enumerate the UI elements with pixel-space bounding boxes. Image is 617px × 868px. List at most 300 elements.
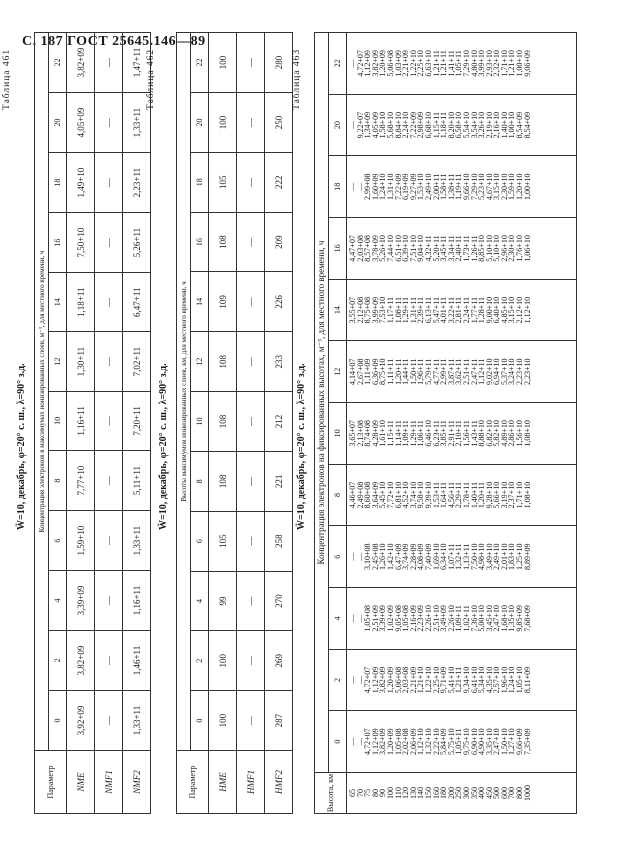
t461-hour-header: 16 (49, 213, 67, 273)
t463-value: 9,06+09 (522, 50, 532, 77)
t463-value: 1,58+11 (439, 173, 449, 200)
t463-value: 1,29+11 (408, 420, 418, 447)
t463-column-cell (347, 649, 577, 711)
t463-value: 7,68+09 (522, 605, 532, 632)
t463-value: 1,22+10 (423, 666, 433, 694)
t463-value: 1,71+10 (499, 50, 509, 77)
t461-hour-header: 10 (49, 391, 67, 450)
t463-value: 9,04+10 (416, 235, 426, 262)
t463-value: 1,53+11 (431, 481, 441, 509)
t463-value: 4,52+10 (401, 481, 411, 509)
table-461 (34, 32, 151, 814)
t462-value-cell: 108 (209, 332, 237, 392)
t463-height-value: 160 (431, 787, 441, 799)
table-463-subcaption: Концентрация электронов на фиксированных высотах, м⁻³, для местного времени, ч (315, 33, 329, 773)
t462-value-cell: 280 (265, 33, 293, 93)
t463-value: 3,99+10 (477, 50, 487, 77)
t462-hour-header: 14 (191, 272, 209, 332)
t462-value-cell: 270 (265, 571, 293, 631)
t461-value-cell: 1,18+11 (67, 273, 95, 332)
t463-value: 2,86+10 (507, 420, 517, 447)
t463-value: 8,54+09 (522, 111, 532, 139)
t463-value: 2,98+09 (416, 111, 426, 139)
table-462-caption: W̄=10, декабрь, φ=20° с. ш., λ=90° з.д. (158, 363, 169, 530)
t463-value: 1,09+11 (401, 420, 411, 447)
t462-value-cell: — (237, 93, 265, 153)
t463-value: 9,00+10 (484, 296, 494, 324)
t463-value: 1,73+11 (461, 235, 471, 262)
t463-heights-cell (347, 773, 577, 814)
t463-hour-header: 14 (329, 279, 347, 341)
table-461-corner: Параметр (35, 751, 67, 814)
t463-value: 9,02+10 (484, 358, 494, 385)
t463-hour-header: 20 (329, 94, 347, 156)
t461-value-cell: — (95, 332, 123, 391)
t463-height-value: 800 (515, 787, 525, 799)
t463-value: — (348, 182, 357, 191)
t461-param-cell: NMF2 (123, 751, 151, 814)
t463-value: 1,76+10 (515, 235, 525, 262)
t463-column-cell (347, 403, 577, 465)
t463-value: 1,00+10 (522, 173, 532, 201)
t462-value-cell: — (237, 212, 265, 272)
t463-value: 5,79+11 (423, 358, 433, 385)
t463-value: 2,39+11 (416, 296, 426, 324)
t463-value: 1,08+10 (522, 481, 532, 509)
t463-value: 2,30+10 (507, 235, 517, 262)
t462-hour-header: 22 (191, 33, 209, 93)
t462-value-cell: — (237, 332, 265, 392)
t461-value-cell: — (95, 511, 123, 571)
t463-value: 7,51+10 (408, 235, 418, 262)
t462-value-cell: 100 (209, 631, 237, 691)
t463-value: 1,32+10 (423, 728, 433, 755)
t463-value: 1,12+09 (370, 666, 380, 694)
t463-height-value: 200 (446, 787, 456, 799)
t463-value: 6,13+11 (423, 296, 433, 324)
t463-value: 2,01+10 (499, 543, 509, 570)
t463-value: 1,20+11 (393, 358, 403, 385)
t463-value: 1,03+09 (393, 50, 403, 77)
table-461-number: Таблица 461 (2, 48, 12, 110)
t463-value: 9,28+10 (484, 481, 494, 509)
t463-value: 6,47+09 (393, 543, 403, 570)
t461-hour-header: 18 (49, 153, 67, 213)
t463-value: 3,64+09 (370, 481, 380, 509)
t462-value-cell: 99 (209, 571, 237, 631)
t463-value: 1,06+10 (522, 235, 532, 262)
t463-value: 8,57+08 (363, 235, 373, 262)
t462-param-cell: HMF2 (265, 751, 293, 814)
t463-height-value: 250 (454, 787, 464, 799)
t463-value: 4,80+10 (469, 50, 479, 77)
t463-value: 1,26+11 (469, 235, 479, 262)
t463-value: 7,72+10 (385, 481, 395, 509)
t461-hour-header: 0 (49, 691, 67, 751)
t462-row (265, 33, 293, 814)
t462-value-cell: — (237, 571, 265, 631)
t463-height-value: 300 (461, 787, 471, 799)
t463-column-cell (347, 711, 577, 773)
t462-hour-header: 10 (191, 392, 209, 452)
t463-hour-header: 10 (329, 403, 347, 465)
t462-value-cell: 269 (265, 631, 293, 691)
t463-value: 1,20+09 (385, 666, 395, 694)
t463-value: 6,23+11 (431, 420, 441, 447)
t463-value: 1,05+11 (454, 50, 464, 77)
t463-value: 1,40+11 (469, 481, 479, 509)
t463-value: 8,89+09 (522, 543, 532, 570)
t463-value: 2,67+08 (355, 358, 365, 385)
t463-value: 1,25+10 (515, 543, 525, 570)
t463-height-value: 180 (439, 787, 449, 799)
t463-value: 4,56+11 (446, 481, 456, 509)
t461-value-cell: — (95, 153, 123, 213)
t463-value: 6,90+10 (469, 728, 479, 755)
t463-value: — (348, 676, 357, 685)
t463-value: 2,10+11 (454, 420, 464, 447)
t463-value: 6,94+10 (492, 358, 502, 385)
t463-value: 1,83+10 (507, 543, 517, 570)
t463-value: 1,50+11 (408, 358, 418, 385)
t463-value: 1,40+10 (499, 111, 509, 139)
t461-hour-header: 22 (49, 33, 67, 93)
t463-column-cell (347, 526, 577, 588)
t463-value: 9,71+09 (439, 666, 449, 694)
t463-value: 3,85+11 (439, 420, 449, 447)
t461-value-cell: — (95, 33, 123, 93)
t463-value: 1,21+11 (439, 50, 449, 77)
t463-height-value: 75 (363, 789, 373, 797)
t463-value: 2,16+10 (492, 111, 502, 139)
t463-column-cell (347, 588, 577, 650)
t463-value: 8,20+10 (446, 111, 456, 139)
t463-value: 3,82+09 (378, 728, 388, 755)
t463-value: 3,82+09 (378, 666, 388, 694)
t463-value: 1,02+11 (461, 605, 471, 632)
t463-value: 4,85+10 (499, 296, 509, 324)
t463-value: 2,06+09 (408, 728, 418, 755)
t463-column-cell (347, 464, 577, 526)
t462-value-cell: — (237, 691, 265, 751)
t463-value: 2,99+11 (439, 358, 449, 385)
t463-value: 1,20+10 (515, 173, 525, 201)
table-463-caption: W̄=10, декабрь, φ=20° с. ш., λ=90° з.д. (296, 363, 307, 530)
t463-value: 1,00+10 (507, 111, 517, 139)
t463-value: 4,28+09 (370, 420, 380, 447)
t463-value: 4,98+10 (477, 543, 487, 570)
t463-value: 5,82+10 (492, 420, 502, 447)
t463-value: — (348, 552, 357, 561)
t463-value: 1,19+11 (454, 173, 464, 200)
t463-column-cell (347, 218, 577, 280)
t461-value-cell: 4,05+09 (67, 93, 95, 153)
t463-value: 2,24+10 (401, 111, 411, 139)
t463-value: 6,58+10 (454, 111, 464, 139)
t463-value: 4,67+10 (484, 173, 494, 201)
t463-value: 3,65+07 (348, 420, 357, 447)
t461-value-cell: 7,77+10 (67, 451, 95, 511)
t463-value: 2,23+10 (522, 358, 532, 385)
t463-value: 3,45+10 (484, 605, 494, 632)
t463-value: 1,05+08 (363, 605, 373, 632)
t463-value: 1,50+10 (499, 728, 509, 755)
t462-value-cell: 109 (209, 272, 237, 332)
t463-value: 1,05+08 (393, 728, 403, 755)
t463-value: 5,68+10 (385, 111, 395, 139)
t461-value-cell: 3,92+09 (67, 691, 95, 751)
t463-value: 4,08+09 (416, 543, 426, 570)
t463-value: 7,22+09 (408, 111, 418, 139)
t463-value: 7,40+09 (423, 543, 433, 570)
t463-value: 1,42+10 (385, 543, 395, 570)
t463-value: 8,84+10 (393, 111, 403, 139)
t463-value: 3,35+10 (484, 728, 494, 755)
t463-value: 1,07+11 (446, 543, 456, 570)
t463-value: 1,53+10 (416, 173, 426, 201)
t463-value: 4,72+07 (363, 728, 373, 755)
t463-value: 1,21+10 (416, 666, 426, 694)
t463-value: 1,59+10 (507, 173, 517, 201)
t463-value: 3,74+10 (408, 481, 418, 509)
t463-value: 1,29+11 (401, 296, 411, 324)
t463-value: 5,37+10 (499, 358, 509, 385)
t463-value: 3,15+10 (507, 296, 517, 324)
t463-value: 3,19+10 (499, 481, 509, 509)
t463-value: 3,26+10 (477, 111, 487, 139)
t461-hour-header: 8 (49, 451, 67, 511)
t461-row (123, 33, 151, 814)
t462-value-cell: — (237, 631, 265, 691)
t463-value: 4,72+07 (363, 666, 373, 694)
t463-value: 5,00+10 (477, 605, 487, 632)
t462-hour-header: 6 (191, 511, 209, 571)
t461-value-cell: 1,33+11 (123, 93, 151, 153)
t463-value: 1,12+09 (370, 728, 380, 755)
t463-value: — (348, 737, 357, 746)
t462-value-cell: 105 (209, 152, 237, 212)
t463-value: 4,14+07 (348, 358, 357, 385)
t463-value: 8,54+09 (515, 111, 525, 139)
t463-value: 2,51+09 (370, 605, 380, 632)
t463-value: 1,08+11 (393, 296, 403, 324)
t461-value-cell: 5,11+11 (123, 451, 151, 511)
t463-value: 6,82+10 (484, 420, 494, 447)
t461-value-cell: 3,82+09 (67, 33, 95, 93)
t463-height-value: 500 (492, 787, 502, 799)
t463-value: 2,49+10 (423, 173, 433, 201)
t463-value: 2,91+11 (446, 420, 456, 447)
t463-height-value: 150 (423, 787, 433, 799)
t462-value-cell: 108 (209, 392, 237, 452)
t461-value-cell: 1,46+11 (123, 631, 151, 691)
table-463-corner: Высота, км (315, 773, 347, 814)
t463-value: 1,22+10 (408, 50, 418, 77)
t463-value: 3,10+08 (363, 543, 373, 570)
table-462 (176, 32, 293, 814)
t463-column-cell (347, 341, 577, 403)
t463-value: 1,31+11 (408, 296, 418, 324)
t462-value-cell: 100 (209, 691, 237, 751)
t461-hour-header: 12 (49, 332, 67, 391)
t461-hour-header: 20 (49, 93, 67, 153)
t463-value: 2,49+08 (355, 481, 365, 509)
t463-value: 3,54+10 (469, 111, 479, 139)
t463-value: 6,39+10 (401, 235, 411, 262)
t463-height-value: 450 (484, 787, 494, 799)
t461-value-cell: 7,02+11 (123, 332, 151, 391)
t463-value: 1,69+10 (431, 543, 441, 570)
t463-value: 1,21+10 (507, 50, 517, 77)
t463-value: 3,22+11 (446, 296, 456, 324)
t463-value: 2,93+10 (484, 50, 494, 77)
t463-value: 9,58+10 (416, 481, 426, 509)
t463-value: 4,01+11 (439, 296, 449, 324)
t462-value-cell: — (237, 392, 265, 452)
t463-value: 6,40+10 (492, 296, 502, 324)
t463-hour-header: 16 (329, 218, 347, 280)
t463-value: 4,90+10 (477, 728, 487, 755)
t463-value: 3,34+11 (446, 235, 456, 262)
table-461-caption: W̄=10, декабрь, φ=20° с. ш., λ=90° з.д. (16, 363, 27, 530)
t463-value: 3,82+09 (370, 50, 380, 77)
t463-value: — (348, 121, 357, 130)
t463-value: 2,32+10 (492, 50, 502, 77)
t463-value: 2,03+08 (401, 666, 411, 694)
t462-row (209, 33, 237, 814)
t462-value-cell: — (237, 451, 265, 511)
t463-value: 6,19+09 (401, 173, 411, 201)
t463-value: 2,29+11 (454, 481, 464, 509)
t463-value: 6,63+10 (423, 50, 433, 77)
t463-value: 1,71+10 (515, 481, 525, 509)
t462-value-cell: 209 (265, 212, 293, 272)
t463-value: 1,11+11 (385, 358, 395, 385)
t463-height-value: 600 (499, 787, 509, 799)
t463-value: 2,40+11 (454, 235, 464, 262)
t463-value: 9,05+08 (393, 605, 403, 632)
t463-value: 4,35+10 (484, 666, 494, 694)
t462-value-cell: — (237, 33, 265, 93)
t463-height-value: 350 (469, 787, 479, 799)
t461-value-cell: 1,33+11 (123, 511, 151, 571)
t461-value-cell: 1,16+11 (123, 571, 151, 631)
t463-value: — (355, 676, 365, 685)
t463-value: 1,05+10 (515, 666, 525, 694)
t463-value: 2,30+10 (499, 173, 509, 201)
t463-value: 1,24+10 (378, 173, 388, 201)
t463-value: 1,27+10 (507, 728, 517, 755)
t462-value-cell: 105 (209, 511, 237, 571)
t463-value: 8,74+08 (363, 420, 373, 447)
t463-value: 6,34+10 (439, 543, 449, 570)
t463-value: 9,66+10 (461, 173, 471, 201)
t463-value: 5,84+09 (439, 728, 449, 755)
t461-value-cell: — (95, 631, 123, 691)
t463-value: 1,20+09 (378, 50, 388, 77)
t463-height-value: 1000 (522, 785, 532, 801)
t463-hour-header: 18 (329, 156, 347, 218)
t463-column-cell (347, 33, 577, 95)
t463-value: 2,24+11 (461, 296, 471, 324)
t461-value-cell: 1,49+10 (67, 153, 95, 213)
t463-value: 8,85+10 (477, 235, 487, 262)
t462-hour-header: 18 (191, 152, 209, 212)
t463-value: 7,53+10 (378, 296, 388, 324)
t463-value: 4,89+10 (499, 420, 509, 447)
t463-value: 1,21+11 (454, 666, 464, 694)
t462-value-cell: 212 (265, 392, 293, 452)
t463-value: — (348, 614, 357, 623)
t463-value: — (348, 59, 357, 68)
t463-value: 2,03+08 (355, 235, 365, 262)
table-462-body (209, 33, 293, 814)
t463-value: 6,51+10 (393, 235, 403, 262)
t463-value: 5,26+10 (378, 235, 388, 262)
t463-value: 1,12+11 (477, 358, 487, 385)
t461-param-cell: NMF1 (95, 751, 123, 814)
t463-value: 7,22+09 (393, 173, 403, 201)
t463-height-value: 400 (477, 787, 487, 799)
t463-value: 6,68+10 (423, 111, 433, 139)
t463-value: 9,75+10 (461, 728, 471, 755)
t463-value: 1,06+11 (416, 420, 426, 447)
t461-value-cell: — (95, 451, 123, 511)
t463-height-value: 130 (408, 787, 418, 799)
t463-value: 5,45+10 (378, 481, 388, 509)
table-461-body (67, 33, 151, 814)
t463-value: 9,34+10 (461, 666, 471, 694)
t463-value: 7,44+10 (385, 235, 395, 262)
t463-value: — (355, 552, 365, 561)
t463-value: 4,77+11 (431, 358, 441, 385)
t463-value: 3,78+09 (370, 235, 380, 262)
t463-value: 2,12+08 (355, 296, 365, 324)
t463-value: 1,56+10 (515, 420, 525, 447)
t463-hour-header: 12 (329, 341, 347, 403)
t462-value-cell: 226 (265, 272, 293, 332)
table-462-corner: Параметр (177, 751, 209, 814)
t461-value-cell: 5,26+11 (123, 213, 151, 273)
t463-value: 2,47+10 (492, 605, 502, 632)
table-461-hours-row (49, 33, 67, 814)
table-462-number: Таблица 462 (146, 48, 156, 110)
t463-value: 2,57+10 (492, 666, 502, 694)
t461-row (67, 33, 95, 814)
t462-hour-header: 4 (191, 571, 209, 631)
t463-value: 2,99+08 (363, 173, 373, 201)
t463-value: 1,78+11 (461, 481, 471, 509)
t463-value: 2,47+11 (469, 358, 479, 385)
t463-value: 5,10+10 (484, 235, 494, 262)
rotated-content (0, 20, 617, 820)
t461-hour-header: 6 (49, 511, 67, 571)
t463-value: 2,02+08 (401, 728, 411, 755)
t463-value: 5,20+11 (431, 235, 441, 262)
t463-value: 1,96+10 (499, 666, 509, 694)
t462-hour-header: 12 (191, 332, 209, 392)
t463-value: 1,09+11 (454, 605, 464, 632)
t463-value: 1,21+11 (431, 50, 441, 77)
t463-value: 2,16+09 (408, 605, 418, 632)
t463-value: 1,17+11 (385, 296, 395, 324)
t463-value: 3,74+09 (401, 543, 411, 570)
t463-value: 2,37+10 (507, 481, 517, 509)
t463-value: 1,38+11 (446, 173, 456, 200)
t461-value-cell: 7,50+10 (67, 213, 95, 273)
t463-value: 8,88+10 (477, 420, 487, 447)
t463-value: 7,50+10 (469, 543, 479, 570)
